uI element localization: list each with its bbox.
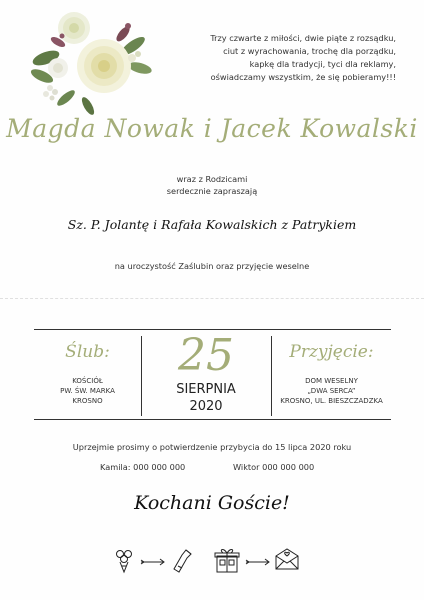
flower-bouquet-icon bbox=[113, 548, 135, 574]
date-year: 2020 bbox=[189, 399, 223, 414]
reception-line: „DWA SERCA” bbox=[307, 387, 356, 395]
ceremony-line: KROSNO bbox=[72, 397, 103, 405]
arrow-icon bbox=[245, 558, 271, 566]
flower-bouquet-illustration bbox=[28, 6, 158, 116]
contact-kamila: Kamila: 000 000 000 bbox=[100, 462, 186, 472]
invite-text bbox=[0, 173, 424, 197]
rsvp-text: Uprzejmie prosimy o potwierdzenie przybycia do 15 lipca 2020 roku bbox=[72, 442, 352, 452]
ceremony-line: PW. ŚW. MARKA bbox=[60, 387, 115, 395]
greeting: Kochani Goście! bbox=[134, 492, 290, 514]
poem-line: oświadczamy wszystkim, że się pobieramy!!! bbox=[210, 72, 396, 82]
invite-line: wraz z Rodzicami bbox=[176, 174, 248, 184]
poem-line: kapkę dla tradycji, tyci dla reklamy, bbox=[249, 59, 396, 69]
ceremony-details bbox=[34, 376, 141, 406]
ceremony-line: KOŚCIÓŁ bbox=[72, 377, 103, 385]
reception-line: KROSNO, UL. BIESZCZADZKA bbox=[280, 397, 383, 405]
fold-divider bbox=[0, 298, 424, 299]
poem-line: ciut z wyrachowania, trochę dla porządku, bbox=[223, 46, 396, 56]
date-month: SIERPNIA bbox=[176, 382, 236, 397]
guest-names: Sz. P. Jolantę i Rafała Kowalskich z Patrykiem bbox=[67, 217, 357, 232]
envelope-icon bbox=[274, 547, 300, 571]
ceremony-title: Ślub: bbox=[65, 342, 110, 362]
bottom-divider bbox=[34, 419, 391, 420]
icon-row bbox=[0, 540, 424, 580]
date-day: 25 bbox=[178, 330, 234, 381]
poem bbox=[156, 32, 396, 84]
invite-line: serdecznie zapraszają bbox=[166, 186, 258, 196]
reception-title: Przyjęcie: bbox=[289, 342, 374, 362]
couple-names: Magda Nowak i Jacek Kowalski bbox=[6, 114, 418, 143]
poem-line: Trzy czwarte z miłości, dwie piąte z rozsądku, bbox=[210, 33, 396, 43]
contact-wiktor: Wiktor 000 000 000 bbox=[233, 462, 315, 472]
occasion-text: na uroczystość Zaślubin oraz przyjęcie weselne bbox=[114, 261, 310, 271]
gift-icon bbox=[214, 546, 240, 574]
reception-line: DOM WESELNY bbox=[305, 377, 358, 385]
arrow-icon bbox=[140, 558, 166, 566]
bottle-icon bbox=[170, 548, 194, 576]
reception-details bbox=[272, 376, 391, 406]
